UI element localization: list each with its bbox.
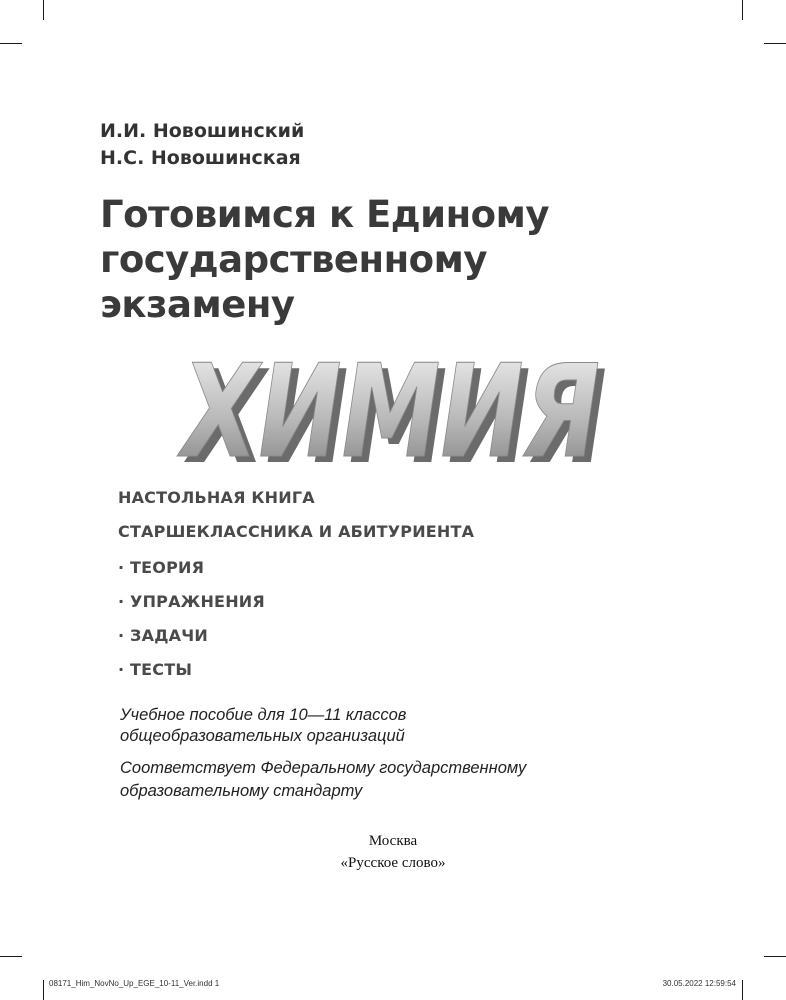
subject-shadow: ХИМИЯ [183,344,607,474]
standard-line-2: образовательному стандарту [120,782,363,800]
crop-mark-left-top [0,43,22,44]
description [120,705,580,747]
description-line-1: Учебное пособие для 10—11 классов [120,706,407,724]
feature-line-1: НАСТОЛЬНАЯ КНИГА [118,488,315,507]
crop-mark-left-bottom [0,956,22,957]
feature-line-2: СТАРШЕКЛАССНИКА И АБИТУРИЕНТА [118,522,475,541]
crop-mark-bottom-right [742,980,743,1000]
print-slug-file: 08171_Him_NovNo_Up_EGE_10-11_Ver.indd 1 [49,979,220,988]
title-line-3: экзамену [100,283,295,326]
crop-mark-bottom-left [43,980,44,1000]
feature-theory: · ТЕОРИЯ [118,558,205,577]
subject-title [160,344,620,474]
title-line-1: Готовимся к Единому [100,193,549,236]
publisher-city: Москва [368,833,418,849]
crop-mark-right-bottom [764,956,786,957]
standard-line-1: Соответствует Федеральному государственному [120,759,527,777]
crop-mark-top-left [43,0,44,20]
crop-mark-right-top [764,43,786,44]
feature-tests: · ТЕСТЫ [118,660,193,679]
author-1: И.И. Новошинский [100,120,305,142]
crop-mark-top-right [742,0,743,20]
authors [100,118,304,172]
title-line-2: государственному [100,238,487,281]
print-slug-datetime: 30.05.2022 12:59:54 [662,979,736,988]
book-title [100,192,660,327]
subject-text: ХИМИЯ [176,344,600,474]
standard-note [120,758,580,802]
publisher-name: «Русское слово» [340,855,446,871]
feature-problems: · ЗАДАЧИ [118,626,208,645]
author-2: Н.С. Новошинская [100,147,301,169]
description-line-2: общеобразовательных организаций [120,727,405,745]
feature-exercises: · УПРАЖНЕНИЯ [118,592,265,611]
publisher [0,830,786,874]
